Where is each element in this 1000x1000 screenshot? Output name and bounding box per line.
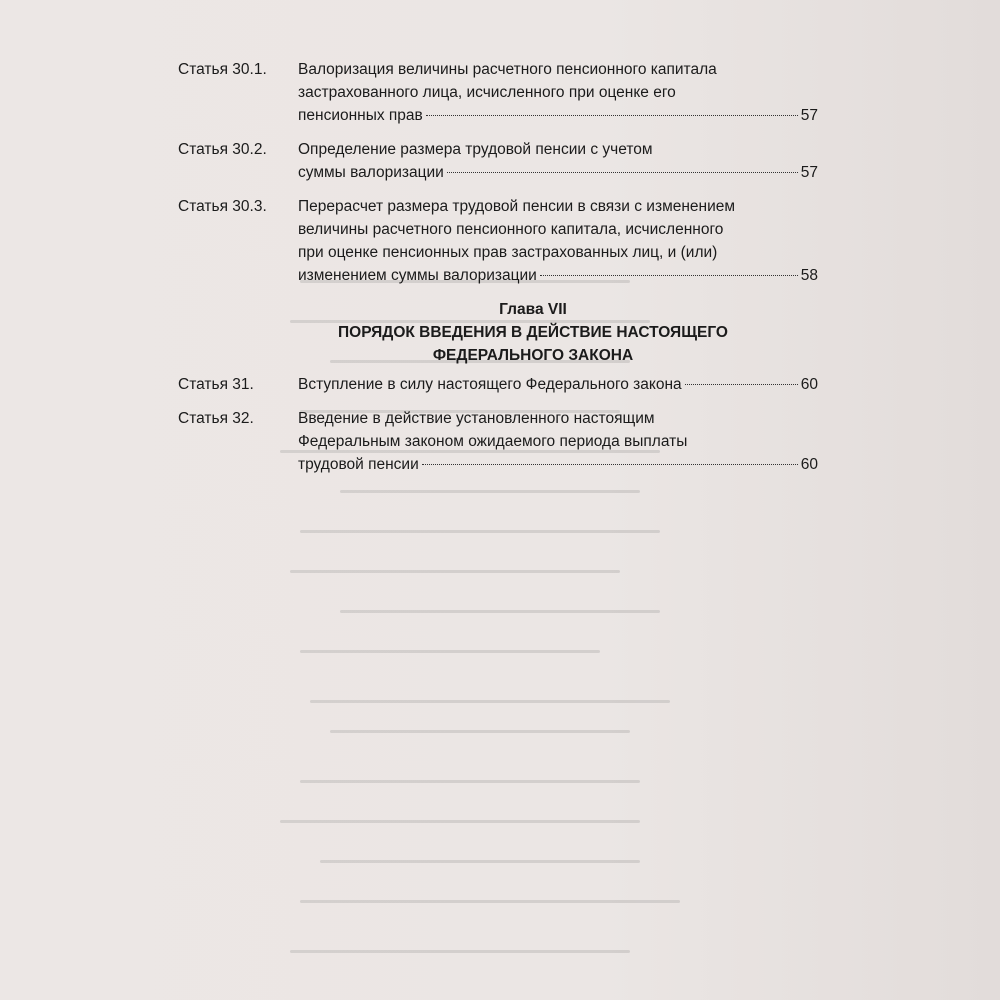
article-title-line: Вступление в силу настоящего Федерального закона (298, 376, 682, 393)
article-number: Статья 30.2. (178, 141, 267, 158)
chapter-heading (178, 298, 818, 367)
chapter-label: Глава VII (499, 301, 567, 318)
bleed-through-line (300, 780, 640, 783)
bleed-through-line (280, 820, 640, 823)
bleed-through-line (300, 900, 680, 903)
page-number: 57 (800, 164, 818, 181)
toc-group-chapter-7 (178, 373, 818, 476)
article-title-line: величины расчетного пенсионного капитала, исчисленного (298, 221, 724, 238)
article-number: Статья 32. (178, 410, 254, 427)
article-title (298, 138, 818, 184)
dot-leader (447, 172, 798, 173)
toc-entry (178, 407, 818, 476)
article-title-line: Определение размера трудовой пенсии с учетом (298, 141, 653, 158)
article-title-line: изменением суммы валоризации (298, 267, 537, 284)
article-title-line: при оценке пенсионных прав застрахованных лиц, и (или) (298, 244, 718, 261)
article-title-line: застрахованного лица, исчисленного при оценке его (298, 84, 676, 101)
bleed-through-line (340, 490, 640, 493)
article-title-line: Валоризация величины расчетного пенсионного капитала (298, 61, 717, 78)
dot-leader (540, 275, 798, 276)
bleed-through-line (300, 530, 660, 533)
bleed-through-line (290, 950, 630, 953)
toc-entry (178, 195, 818, 287)
article-title-last-line (298, 104, 818, 127)
article-title-line: суммы валоризации (298, 164, 444, 181)
article-title-last-line (298, 373, 818, 396)
article-title (298, 195, 818, 287)
chapter-title-line-1: ПОРЯДОК ВВЕДЕНИЯ В ДЕЙСТВИЕ НАСТОЯЩЕГО (338, 324, 728, 341)
page-number: 60 (800, 456, 818, 473)
page-number: 58 (800, 267, 818, 284)
article-title-last-line (298, 161, 818, 184)
table-of-contents (178, 58, 818, 487)
toc-group-chapter-6 (178, 58, 818, 287)
article-number: Статья 31. (178, 376, 254, 393)
bleed-through-line (300, 650, 600, 653)
article-title-line: Введение в действие установленного настоящим (298, 410, 655, 427)
article-title-line: Федеральным законом ожидаемого периода выплаты (298, 433, 688, 450)
article-title (298, 58, 818, 127)
toc-entry (178, 138, 818, 184)
bleed-through-line (290, 570, 620, 573)
toc-entry (178, 373, 818, 396)
bleed-through-line (340, 610, 660, 613)
bleed-through-line (330, 730, 630, 733)
article-title-line: пенсионных прав (298, 107, 423, 124)
chapter-title-line-2: ФЕДЕРАЛЬНОГО ЗАКОНА (432, 347, 634, 364)
dot-leader (685, 384, 798, 385)
bleed-through-line (310, 700, 670, 703)
article-title-line: трудовой пенсии (298, 456, 419, 473)
page-number: 57 (800, 107, 818, 124)
dot-leader (426, 115, 798, 116)
article-title-line: Перерасчет размера трудовой пенсии в связи с изменением (298, 198, 736, 215)
article-title-last-line (298, 453, 818, 476)
article-title-last-line (298, 264, 818, 287)
page-number: 60 (800, 376, 818, 393)
toc-entry (178, 58, 818, 127)
article-title (298, 407, 818, 476)
bleed-through-line (320, 860, 640, 863)
article-number: Статья 30.3. (178, 198, 267, 215)
dot-leader (422, 464, 798, 465)
article-number: Статья 30.1. (178, 61, 267, 78)
article-title (298, 373, 818, 396)
